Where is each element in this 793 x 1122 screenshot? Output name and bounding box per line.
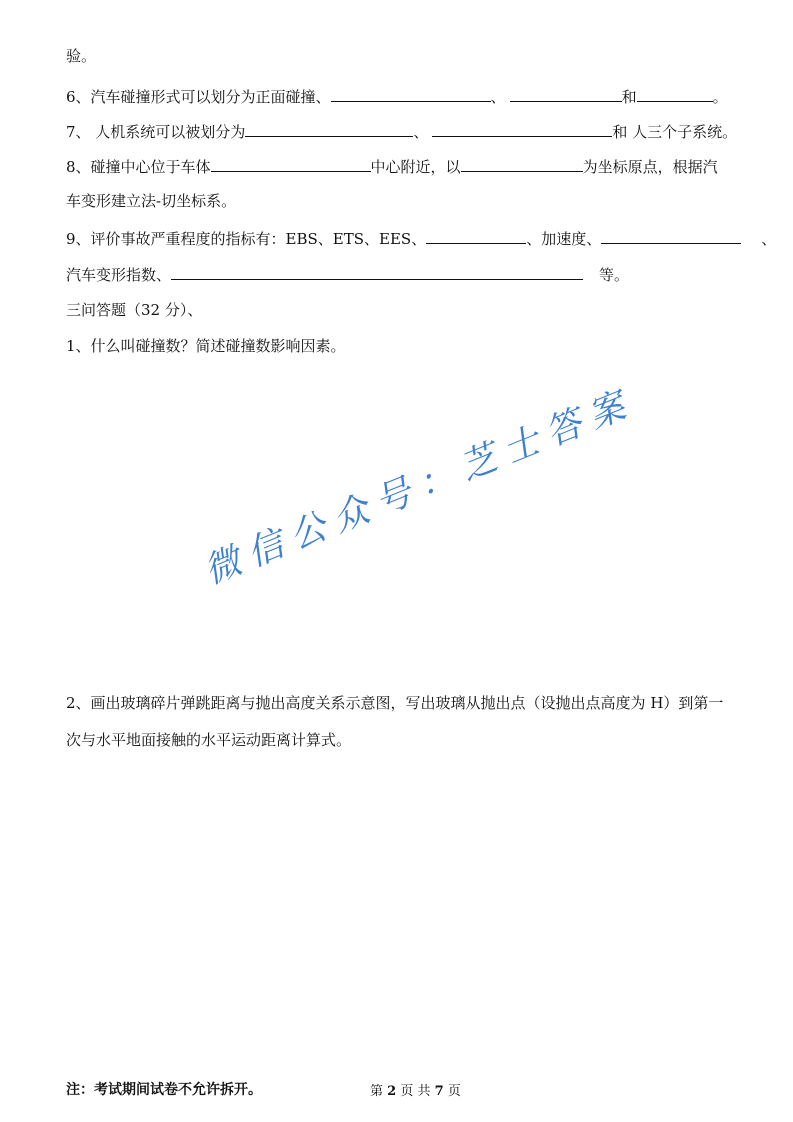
answer-blank[interactable] [171, 264, 583, 280]
question-8: 8、碰撞中心位于车体 中心附近，以 为坐标原点，根据汽 [66, 158, 718, 176]
text-line: 汽车变形指数、 等。 [66, 266, 630, 284]
text-line: 验。 [66, 47, 97, 65]
answer-blank[interactable] [601, 228, 741, 244]
answer-blank[interactable] [211, 156, 371, 172]
question-7: 7、 人机系统可以被划分为 、 和 人三个子系统。 [66, 123, 738, 141]
question-9: 9、评价事故严重程度的指标有：EBS、ETS、EES、 、加速度、 、 [66, 230, 777, 248]
answer-blank[interactable] [331, 86, 491, 102]
answer-blank[interactable] [510, 86, 622, 102]
section-heading: 三问答题（32 分）、 [66, 301, 203, 319]
footer-note: 注：考试期间试卷不允许拆开。 [66, 1082, 262, 1098]
short-answer-1: 1、什么叫碰撞数？简述碰撞数影响因素。 [66, 337, 346, 355]
question-6: 6、汽车碰撞形式可以划分为正面碰撞、 、 和 。 [66, 88, 728, 106]
text-line: 车变形建立法-切坐标系。 [66, 192, 237, 210]
answer-blank[interactable] [426, 228, 526, 244]
page-number: 第 2 页 共 7 页 [370, 1084, 461, 1099]
answer-blank[interactable] [637, 86, 713, 102]
answer-blank[interactable] [245, 121, 413, 137]
short-answer-2: 2、画出玻璃碎片弹跳距离与抛出高度关系示意图，写出玻璃从抛出点（设抛出点高度为 H）到第一 [66, 694, 724, 712]
text-line: 次与水平地面接触的水平运动距离计算式。 [66, 731, 352, 749]
answer-blank[interactable] [432, 121, 612, 137]
watermark: 微信公众号：芝士答案 [198, 381, 641, 593]
answer-blank[interactable] [461, 156, 583, 172]
